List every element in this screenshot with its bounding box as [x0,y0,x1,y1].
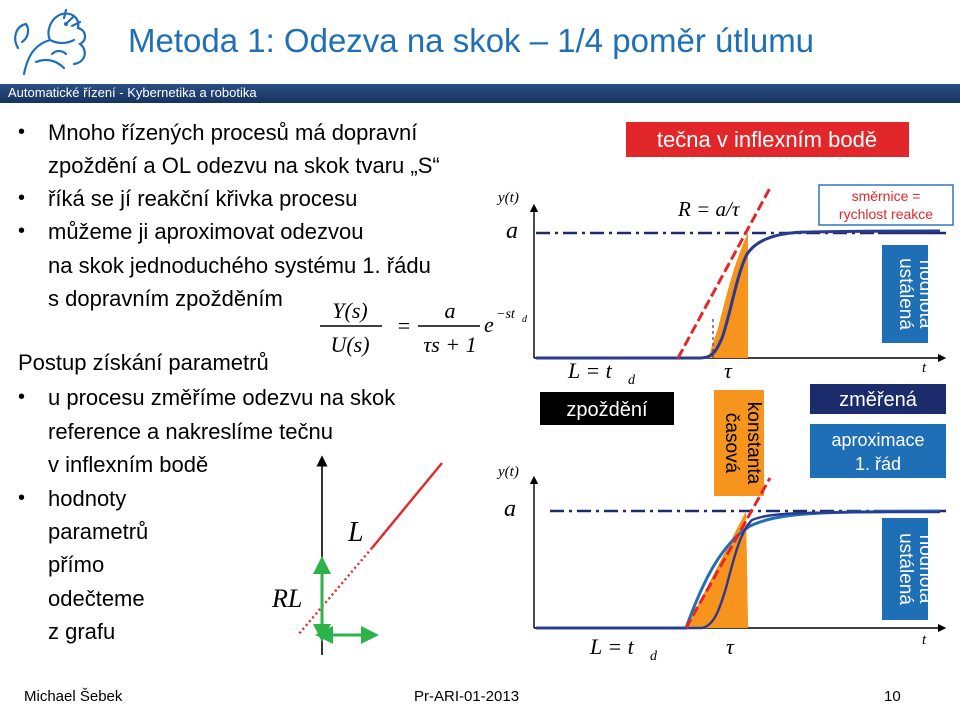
inset-tangent-dotted [298,548,372,635]
lower-tau: τ [726,634,734,659]
bullet-icon: • [18,220,26,242]
text-line: Mnoho řízených procesů má dopravní [48,120,418,145]
steady-lower-text1: ustálená [895,533,916,605]
slope-note-line1: směrnice = [851,188,921,204]
university-lion-logo [6,4,106,80]
inset-tangent-solid [372,463,442,548]
section-heading: Postup získání parametrů [18,350,269,375]
slope-formula: R = a/τ [678,197,740,221]
inset-label-L: L [348,517,364,548]
upper-tau-area-fill [708,233,748,358]
formula-equals: = [397,313,411,338]
upper-tau: τ [724,358,732,383]
text-line: z grafu [48,619,116,644]
lower-a-label: a [504,496,516,522]
steady-upper-text2: hodnota [915,259,936,329]
bullet-icon: • [18,187,26,209]
formula-exp-sub: d [522,314,527,325]
upper-a-label: a [506,218,518,244]
lower-L-eq: L = t [590,634,634,659]
steady-lower-text2: hodnota [915,534,936,604]
bullet-icon: • [18,121,26,143]
text-line: říká se jí reakční křivka procesu [48,186,358,211]
formula-lhs-denominator: U(s) [330,332,370,357]
footer-code: Pr-ARI-01-2013 [414,688,520,705]
text-line: u procesu změříme odezvu na skok [48,385,396,410]
upper-L-eq: L = t [568,358,612,383]
text-line: reference a nakreslíme tečnu [48,419,333,444]
text-line: přímo [48,552,105,577]
steady-upper-text1: ustálená [895,258,916,330]
time-const-text1: časová [721,412,742,474]
formula-rhs-numerator: a [444,298,456,323]
footer-page: 10 [884,688,901,705]
text-line: hodnoty [48,486,127,511]
text-line: odečteme [48,586,145,611]
slide-subtitle: Automatické řízení - Kybernetika a robotika [8,85,257,100]
step-response-graph [490,108,960,678]
upper-L-sub: d [628,373,635,388]
lower-t-label: t [922,632,927,648]
text-line: s dopravním zpožděním [48,286,283,311]
bullet-icon: • [18,487,26,509]
approx-label1: aproximace [831,430,925,450]
text-line: zpoždění a OL odezvu na skok tvaru „S“ [48,153,440,178]
upper-t-label: t [922,360,927,376]
time-const-text2: konstanta [743,401,764,485]
text-line: parametrů [48,519,149,544]
measured-label: změřená [839,389,917,411]
tangent-inset-sketch [262,455,452,665]
formula-exp-power: −st [496,307,515,322]
lower-L-sub: d [650,649,657,664]
text-line: můžeme ji aproximovat odezvou [48,219,364,244]
upper-y-label: y(t) [498,190,519,206]
delay-label: zpoždění [566,399,648,421]
formula-exp-base: e [484,312,494,337]
bullet-icon: • [18,386,26,408]
footer-author: Michael Šebek [24,688,123,705]
formula-lhs-numerator: Y(s) [332,298,368,323]
text-line: v inflexním bodě [48,452,209,477]
inset-label-RL: RL [272,584,303,613]
tangent-label: tečna v inflexním bodě [656,127,878,152]
lower-y-label: y(t) [498,464,519,480]
formula-rhs-denominator: τs + 1 [423,332,477,357]
slide-title: Metoda 1: Odezva na skok – 1/4 poměr útlumu [128,22,815,59]
approx-label2: 1. řád [854,454,902,474]
text-line: na skok jednoduchého systému 1. řádu [48,253,431,278]
slope-note-line2: rychlost reakce [838,206,934,222]
